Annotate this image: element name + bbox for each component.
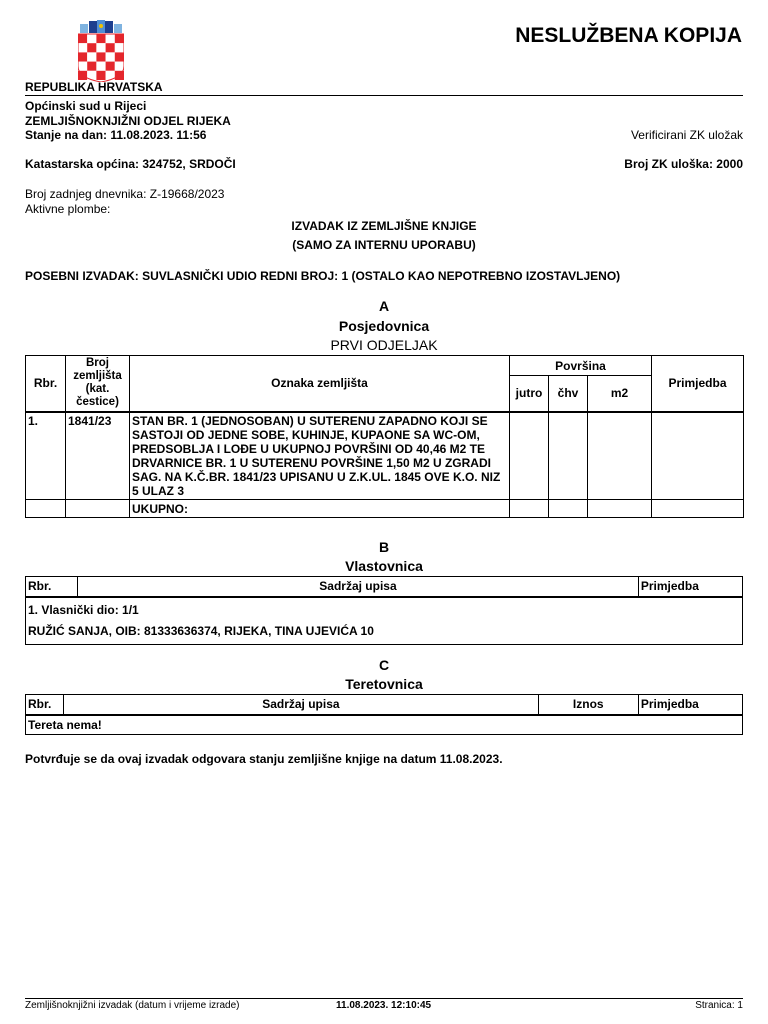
special-extract: POSEBNI IZVADAK: SUVLASNIČKI UDIO REDNI BROJ: 1 (OSTALO KAO NEPOTREBNO IZOSTAVLJENO) xyxy=(25,269,621,283)
col-parcel: Broj zemljišta (kat. čestice) xyxy=(66,356,130,412)
row-rbr: 1. xyxy=(26,412,66,500)
section-c-name: Teretovnica xyxy=(345,676,423,692)
header-divider xyxy=(25,95,743,96)
table-row xyxy=(26,412,744,500)
unofficial-copy-title: NESLUŽBENA KOPIJA xyxy=(515,24,742,47)
col-description: Oznaka zemljišta xyxy=(130,356,510,412)
row-jutro xyxy=(510,412,549,500)
row-description: STAN BR. 1 (JEDNOSOBAN) U SUTERENU ZAPADNO KOJI SE SASTOJI OD JEDNE SOBE, KUHINJE, KUPAONE SA WC-OM, PREDSOBLJA I LOĐE U UKUPNOJ POVRŠINI OD 40,46 M2 TE DRVARNICE BR. 1 U SUTERENU POVRŠINE 1,50 M2 U ZGRADI SAG. NA K.Č.BR. 1841/23 UPISANU U Z.K.UL. 1845 OVE K.O. NIZ 5 ULAZ 3 xyxy=(130,412,510,500)
section-a-letter: A xyxy=(378,298,390,314)
cadastral-municipality: Katastarska općina: 324752, SRDOČI xyxy=(25,157,236,171)
section-b-table xyxy=(25,576,743,645)
coat-crown xyxy=(80,20,122,33)
col-m2: m2 xyxy=(588,376,652,412)
coat-shield xyxy=(78,34,124,82)
col-chv: čhv xyxy=(549,376,588,412)
republic-label: REPUBLIKA HRVATSKA xyxy=(25,80,163,94)
section-c-table xyxy=(25,694,743,735)
state-date: Stanje na dan: 11.08.2023. 11:56 xyxy=(25,128,207,142)
row-m2 xyxy=(588,412,652,500)
footer-left: Zemljišnoknjižni izvadak (datum i vrijeme izrade) xyxy=(25,1000,240,1011)
col-rbr: Rbr. xyxy=(26,356,66,412)
total-label: UKUPNO: xyxy=(130,500,510,518)
department-name: ZEMLJIŠNOKNJIŽNI ODJEL RIJEKA xyxy=(25,114,231,128)
row-parcel: 1841/23 xyxy=(66,412,130,500)
b-col-note: Primjedba xyxy=(638,577,742,597)
total-row xyxy=(26,500,744,518)
row-chv xyxy=(549,412,588,500)
section-a-table xyxy=(25,355,744,518)
footer-page: Stranica: 1 xyxy=(695,1000,743,1011)
no-encumbrances: Tereta nema! xyxy=(26,715,743,735)
doc-title: IZVADAK IZ ZEMLJIŠNE KNJIGE xyxy=(291,219,477,233)
c-col-amount: Iznos xyxy=(538,695,638,715)
owner-block xyxy=(26,597,743,645)
owner-info: RUŽIĆ SANJA, OIB: 81333636374, RIJEKA, TINA UJEVIĆA 10 xyxy=(28,623,374,638)
b-col-rbr: Rbr. xyxy=(26,577,78,597)
col-note: Primjedba xyxy=(652,356,744,412)
active-seals: Aktivne plombe: xyxy=(25,202,111,216)
footer-divider xyxy=(25,998,743,999)
section-c-letter: C xyxy=(378,657,390,673)
confirmation-text: Potvrđuje se da ovaj izvadak odgovara stanju zemljišne knjige na datum 11.08.2023. xyxy=(25,752,503,766)
ownership-share: 1. Vlasnički dio: 1/1 xyxy=(28,602,139,617)
col-jutro: jutro xyxy=(510,376,549,412)
c-col-rbr: Rbr. xyxy=(26,695,64,715)
section-b-name: Vlastovnica xyxy=(345,558,423,574)
zk-number: Broj ZK uloška: 2000 xyxy=(624,157,743,171)
last-diary-number: Broj zadnjeg dnevnika: Z-19668/2023 xyxy=(25,187,225,201)
section-b-letter: B xyxy=(378,539,390,555)
doc-subtitle: (SAMO ZA INTERNU UPORABU) xyxy=(292,238,476,252)
col-area: Površina xyxy=(510,356,652,376)
section-a-name: Posjedovnica xyxy=(338,318,430,334)
section-a-subname: PRVI ODJELJAK xyxy=(330,337,438,353)
court-name: Općinski sud u Rijeci xyxy=(25,99,147,113)
c-col-note: Primjedba xyxy=(638,695,742,715)
footer-datetime: 11.08.2023. 12:10:45 xyxy=(336,1000,432,1011)
croatian-coat-of-arms-icon xyxy=(78,20,124,82)
row-note xyxy=(652,412,744,500)
b-col-content: Sadržaj upisa xyxy=(78,577,639,597)
c-col-content: Sadržaj upisa xyxy=(64,695,539,715)
verified-label: Verificirani ZK uložak xyxy=(630,128,743,142)
